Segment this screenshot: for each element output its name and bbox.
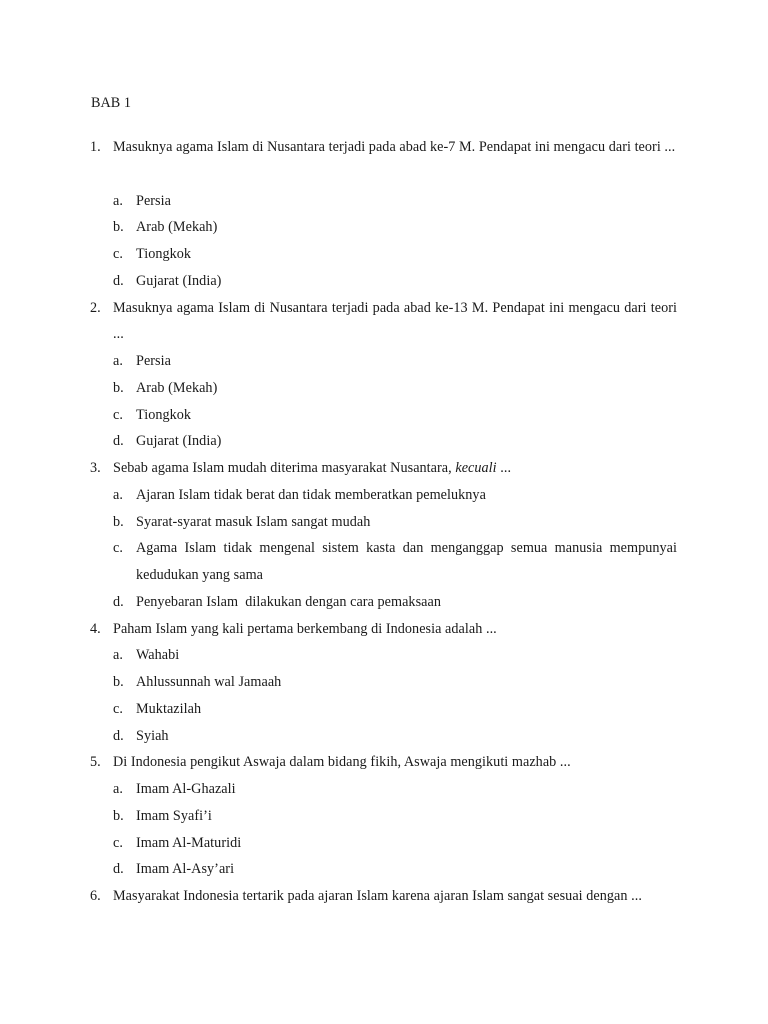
option-text: Muktazilah [136, 700, 202, 717]
option-a [0, 776, 768, 803]
question-number: 2. [90, 299, 101, 316]
option-c [0, 241, 768, 268]
option-text: Penyebaran Islam dilakukan dengan cara pemaksaan [136, 593, 441, 610]
question-text: Di Indonesia pengikut Aswaja dalam bidang fikih, Aswaja mengikuti mazhab ... [113, 754, 571, 771]
question-number: 3. [90, 460, 101, 476]
option-letter: b. [113, 513, 124, 530]
question-text: Masuknya agama Islam di Nusantara terjadi pada abad ke-13 M. Pendapat ini mengacu dari teori ... [113, 299, 677, 343]
option-d [0, 723, 768, 750]
option-letter: d. [113, 861, 124, 878]
option-letter: c. [113, 700, 123, 717]
option-b [0, 375, 768, 402]
option-c [0, 535, 768, 589]
option-c [0, 402, 768, 429]
option-letter: d. [113, 433, 124, 450]
option-a [0, 188, 768, 215]
option-letter: c. [113, 246, 123, 262]
option-text: Syarat-syarat masuk Islam sangat mudah [136, 513, 371, 530]
question-text: Masuknya agama Islam di Nusantara terjadi pada abad ke-7 M. Pendapat ini mengacu dari teori ... [113, 139, 676, 155]
option-text: Persia [136, 353, 171, 369]
option-b [0, 509, 768, 536]
option-letter: c. [113, 540, 123, 557]
option-text: Ajaran Islam tidak berat dan tidak memberatkan pemeluknya [136, 486, 486, 503]
option-d [0, 856, 768, 883]
question-list [0, 134, 768, 910]
question-text: Masyarakat Indonesia tertarik pada ajaran Islam karena ajaran Islam sangat sesuai dengan ... [113, 888, 642, 904]
option-letter: d. [113, 272, 124, 289]
option-text: Imam Al-Ghazali [136, 781, 236, 797]
option-letter: b. [113, 219, 124, 236]
option-a [0, 482, 768, 509]
option-letter: a. [113, 353, 123, 369]
option-text: Imam Al-Asy’ari [136, 861, 235, 878]
option-letter: c. [113, 834, 123, 851]
option-d [0, 589, 768, 616]
question-number: 1. [90, 139, 101, 155]
option-text: Tiongkok [136, 406, 192, 423]
question-text-main: Sebab agama Islam mudah diterima masyarakat Nusantara, [113, 460, 456, 476]
chapter-heading: BAB 1 [91, 95, 132, 111]
option-d [0, 268, 768, 295]
option-letter: a. [113, 486, 123, 503]
option-text: Persia [136, 192, 171, 209]
option-letter: b. [113, 807, 124, 824]
question-number: 5. [90, 754, 101, 771]
option-a [0, 642, 768, 669]
question-text-ellipsis: ... [496, 460, 512, 476]
option-letter: c. [113, 406, 123, 423]
option-letter: d. [113, 727, 124, 744]
question-5 [0, 749, 768, 883]
question-2 [0, 295, 768, 456]
question-text [113, 455, 677, 482]
option-letter: a. [113, 781, 123, 797]
question-3 [0, 455, 768, 616]
option-text: Gujarat (India) [136, 272, 222, 289]
question-text: Paham Islam yang kali pertama berkembang di Indonesia adalah ... [113, 620, 497, 637]
option-b [0, 803, 768, 830]
question-6 [0, 883, 768, 910]
option-c [0, 696, 768, 723]
question-number: 6. [90, 888, 101, 904]
question-number: 4. [90, 620, 101, 637]
option-a [0, 348, 768, 375]
option-text: Gujarat (India) [136, 433, 222, 450]
option-c [0, 830, 768, 857]
option-text: Ahlussunnah wal Jamaah [136, 674, 282, 690]
option-d [0, 428, 768, 455]
option-text: Arab (Mekah) [136, 379, 218, 396]
option-text: Agama Islam tidak mengenal sistem kasta dan menganggap semua manusia mempunyai kedudukan yang sama [136, 540, 677, 583]
option-text: Arab (Mekah) [136, 219, 218, 236]
option-b [0, 214, 768, 241]
option-b [0, 669, 768, 696]
option-text: Imam Al-Maturidi [136, 834, 242, 851]
question-text-emphasis: kecuali [455, 460, 497, 476]
option-text: Wahabi [136, 647, 180, 664]
option-letter: b. [113, 379, 124, 396]
question-4 [0, 616, 768, 750]
question-1 [0, 134, 768, 295]
option-text: Tiongkok [136, 246, 192, 262]
option-text: Imam Syafi’i [136, 807, 212, 824]
option-letter: d. [113, 593, 124, 610]
option-letter: b. [113, 674, 124, 690]
option-text: Syiah [136, 727, 169, 744]
option-letter: a. [113, 647, 123, 664]
option-letter: a. [113, 192, 123, 209]
